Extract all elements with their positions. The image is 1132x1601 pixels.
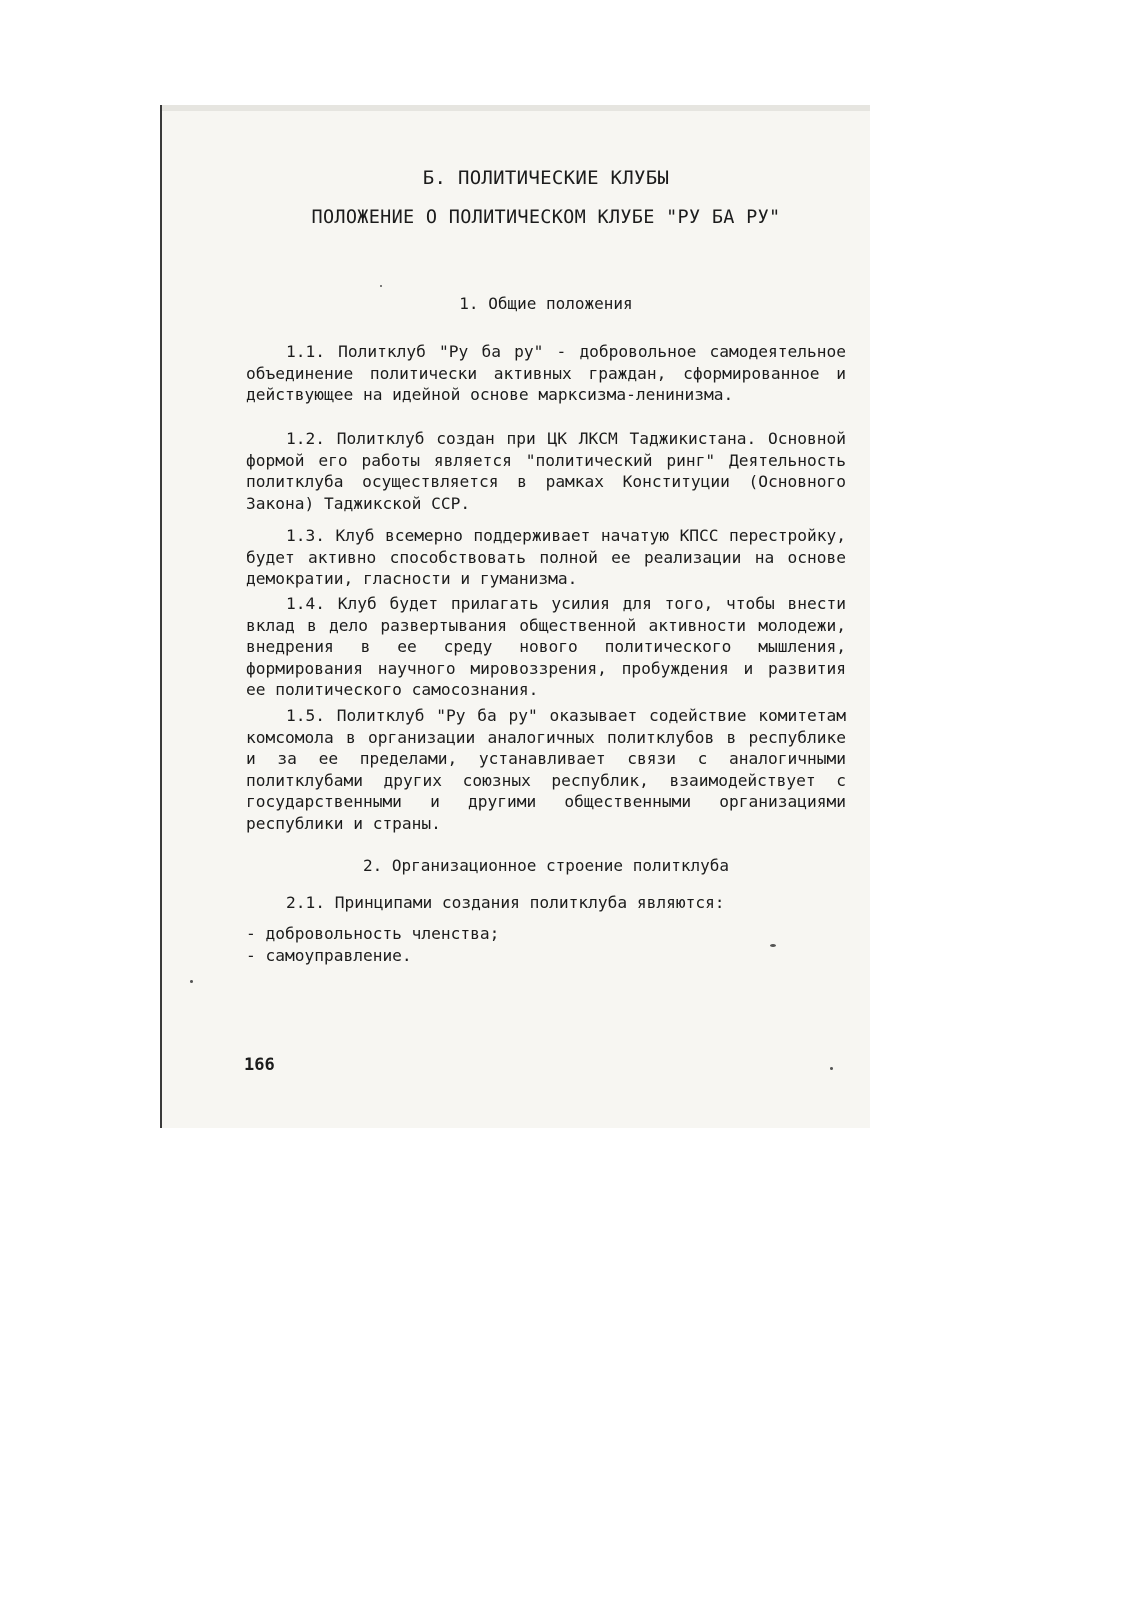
list-item-membership: - добровольность членства; <box>246 924 500 943</box>
paragraph-1-1: 1.1. Политклуб "Ру ба ру" - добровольное самодеятельное объединение политически активных граждан, сформированное и действующее на идейной основе марксизма-ленинизма. <box>246 342 846 404</box>
scanned-page <box>160 105 870 1128</box>
section-heading: Б. ПОЛИТИЧЕСКИЕ КЛУБЫ <box>422 167 670 189</box>
list-item-self-government: - самоуправление. <box>246 946 412 965</box>
page-number: 166 <box>244 1055 275 1075</box>
scan-speck <box>190 980 193 983</box>
scan-edge <box>162 105 870 111</box>
paragraph-1-2: 1.2. Политклуб создан при ЦК ЛКСМ Таджикистана. Основной формой его работы является "политический ринг" Деятельность политклуба осуществляется в рамках Конституции (Основного Закона) Таджикской ССР. <box>246 429 846 513</box>
part2-heading: 2. Организационное строение политклуба <box>362 856 730 875</box>
paragraph-1-3: 1.3. Клуб всемерно поддерживает начатую КПСС перестройку, будет активно способствовать полной ее реализации на основе демократии, гласности и гуманизма. <box>246 526 846 588</box>
scan-speck <box>770 944 776 947</box>
paragraph-2-1: 2.1. Принципами создания политклуба являются: <box>286 893 725 912</box>
scan-speck <box>380 285 382 287</box>
document-title: ПОЛОЖЕНИЕ О ПОЛИТИЧЕСКОМ КЛУБЕ "РУ БА РУ" <box>311 207 781 228</box>
scan-speck <box>830 1067 833 1070</box>
part1-heading: 1. Общие положения <box>459 294 633 313</box>
paragraph-1-5: 1.5. Политклуб "Ру ба ру" оказывает содействие комитетам комсомола в организации аналогичных политклубов в республике и за ее пределами, устанавливает связи с аналогичными политклубами других союзных республик, взаимодействует с государственными и другими общественными организациями республики и страны. <box>246 706 846 833</box>
paragraph-1-4: 1.4. Клуб будет прилагать усилия для того, чтобы внести вклад в дело развертывания общественной активности молодежи, внедрения в ее среду нового политического мышления, формирования научного мировоззрения, пробуждения и развития ее политического самосознания. <box>246 594 846 699</box>
